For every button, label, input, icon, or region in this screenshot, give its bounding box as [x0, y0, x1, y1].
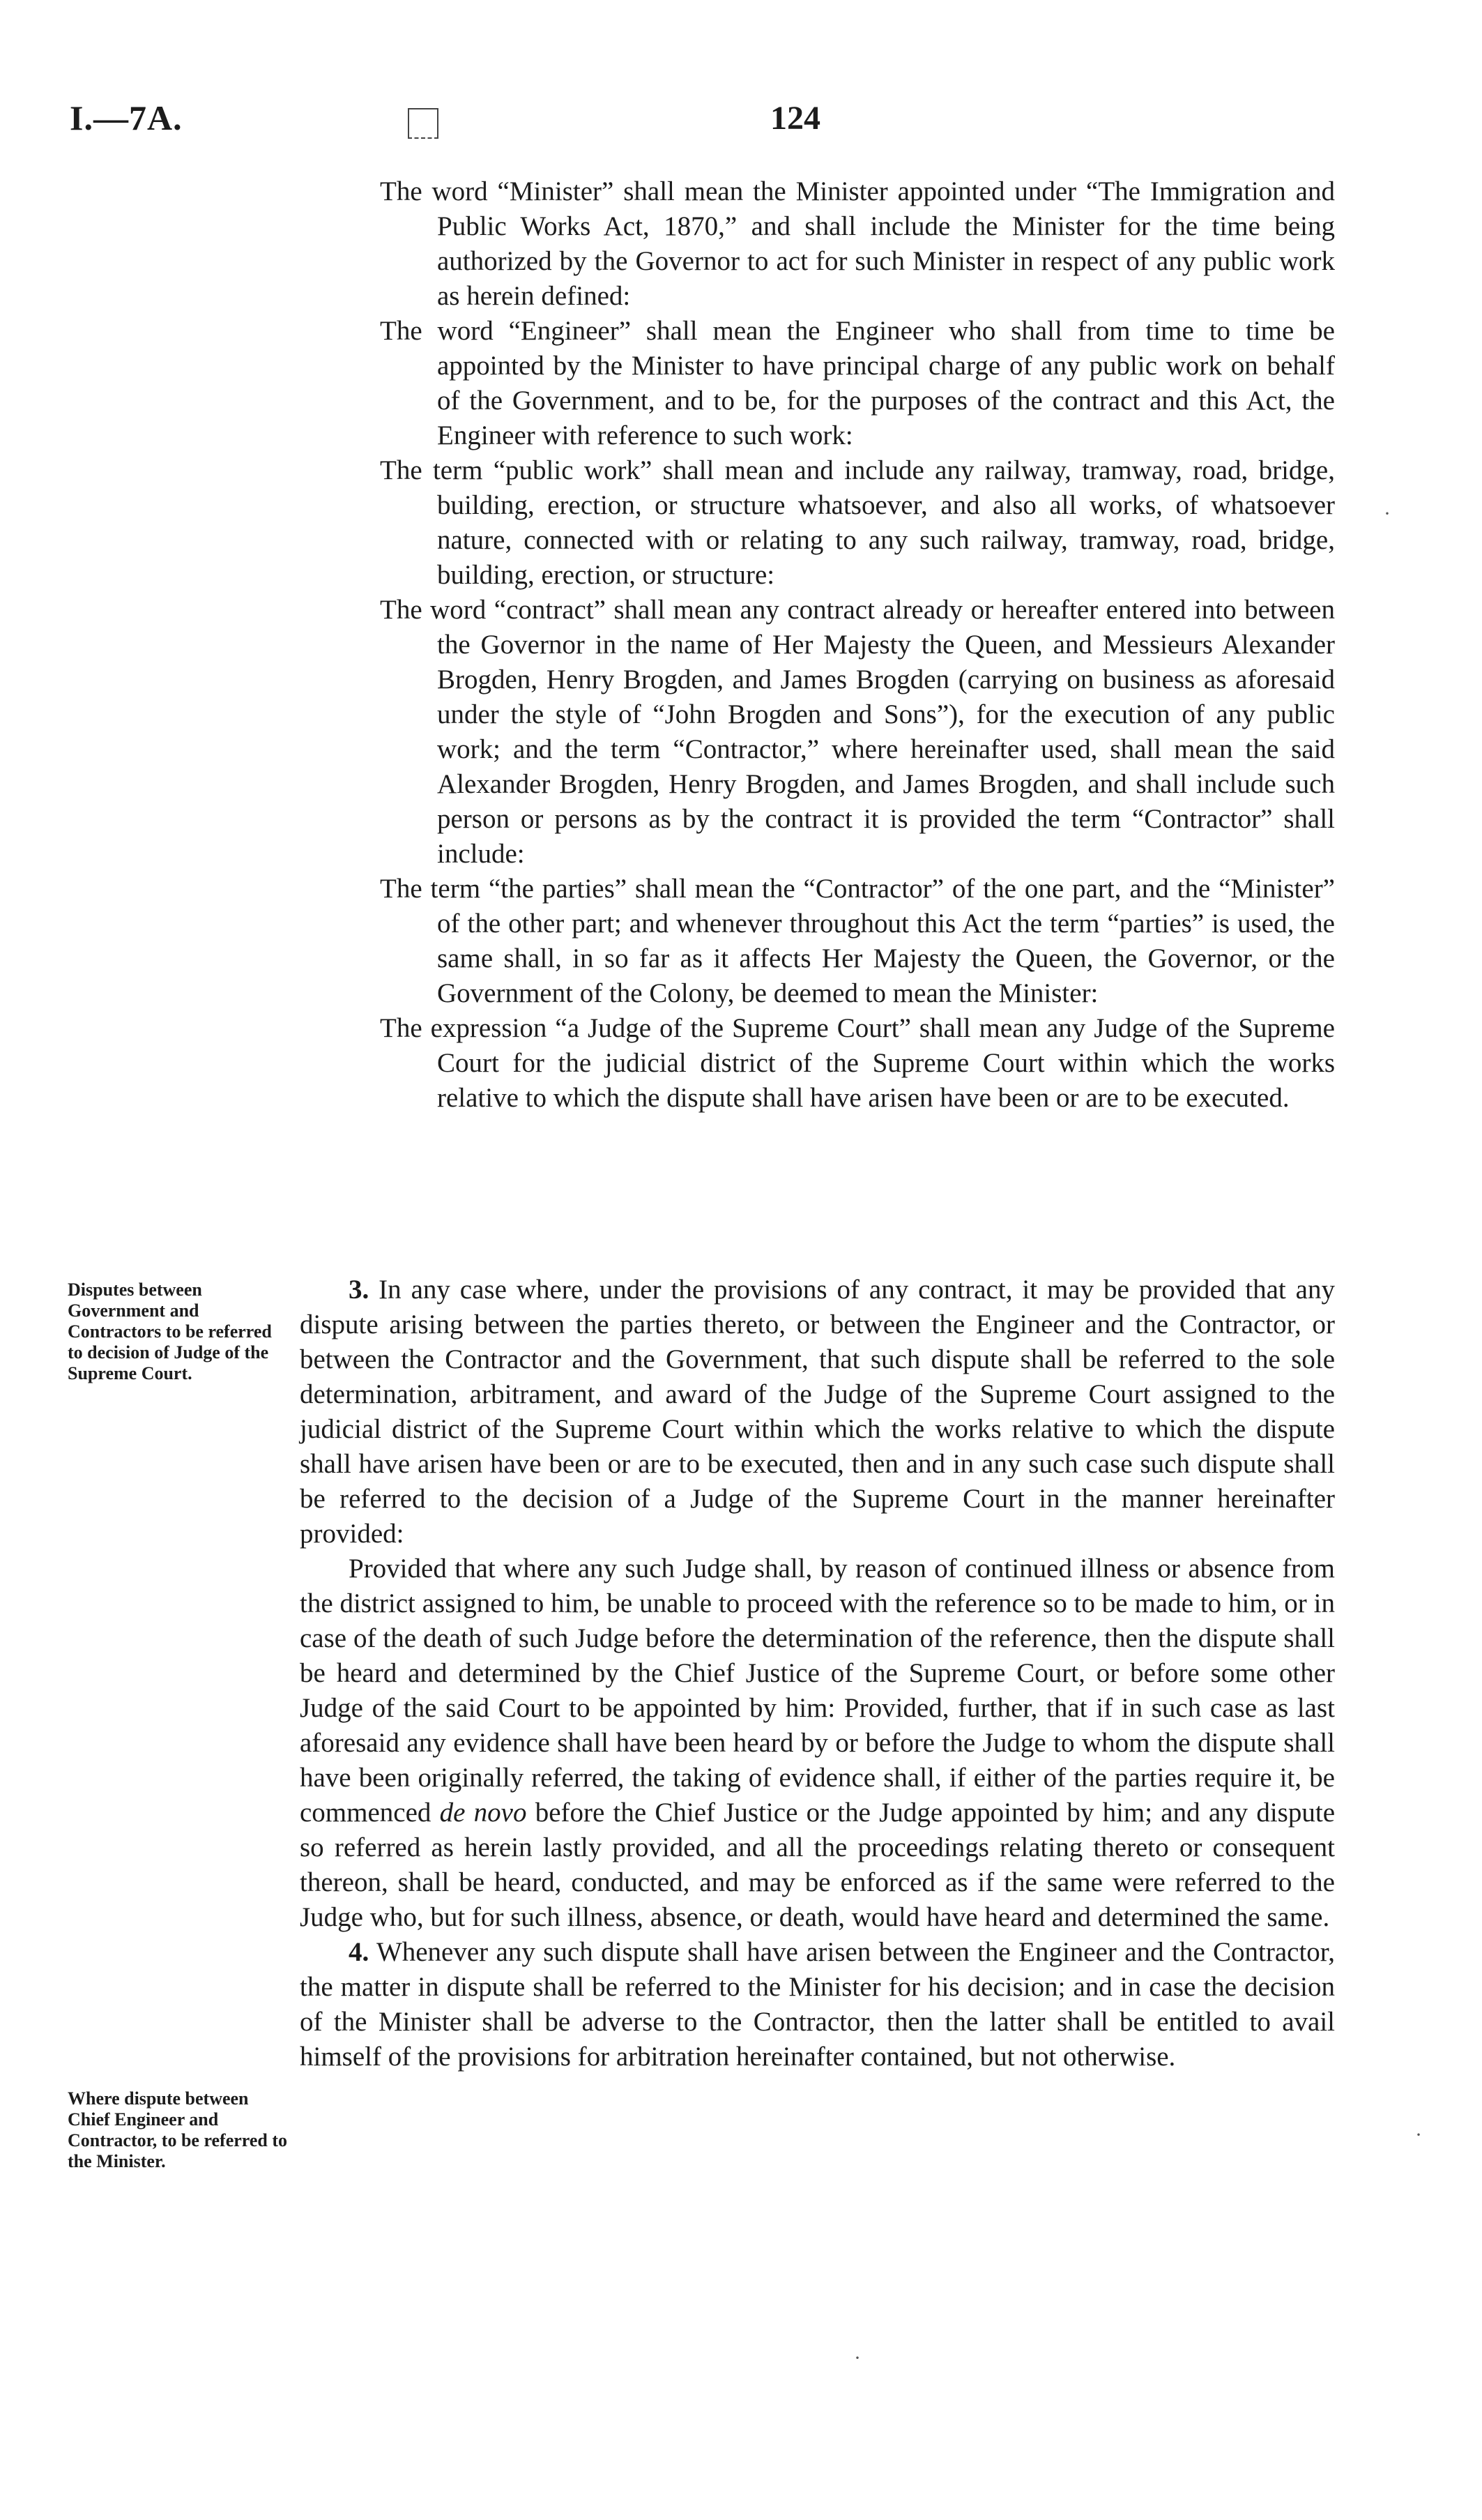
section-3-text: In any case where, under the provisions of any contract, it may be provided that any dispute arising between the parties thereto, or between the Engineer and the Contractor, or between the Contractor and the Government, that such dispute shall be referred to the sole determination, arbitrament, and award of the Judge of the Supreme Court assigned to the judicial district of the Supreme Court within which the works relative to which the dispute shall have arisen have been or are to be executed, then and in any such case such dispute shall be referred to the decision of a Judge of the Supreme Court in the manner hereinafter provided: [300, 1275, 1335, 1549]
sidenote-section-4: Where dispute between Chief Engineer and Contractor, to be referred to the Minister. [68, 2088, 288, 2171]
blank-box-mark [408, 108, 438, 139]
section-3-paragraph [300, 1273, 1335, 1551]
section-3-number: 3. [349, 1275, 369, 1305]
speck-mark: · [854, 2346, 861, 2369]
section-3-proviso [300, 1551, 1335, 1935]
proviso-latin-phrase: de novo [439, 1798, 527, 1828]
section-4-text: Whenever any such dispute shall have arisen between the Engineer and the Contractor, the matter in dispute shall be referred to the Minister for his decision; and in case the decision of the Minister shall be adverse to the Contractor, then the latter shall be entitled to avail himself of the provisions for arbitration hereinafter contained, but not otherwise. [300, 1937, 1335, 2072]
document-reference: I.—7A. [70, 98, 183, 137]
definitions-block [380, 174, 1335, 1116]
definition-parties: The term “the parties” shall mean the “Contractor” of the one part, and the “Minister” of the other part; and whenever throughout this Act the term “parties” is used, the same shall, in so far as it affects Her Majesty the Queen, the Governor, or the Government of the Colony, be deemed to mean the Minister: [380, 874, 1335, 1008]
section-4-paragraph [300, 1935, 1335, 2074]
section-4-number: 4. [349, 1937, 369, 1967]
proviso-text-after: before the Chief Justice or the Judge appointed by him; and any dispute so referred as herein lastly provided, and all the proceedings relating thereto or consequent thereon, shall be heard, conducted, and may be enforced as if the same were referred to the Judge who, but for such illness, absence, or death, would have heard and determined the same. [300, 1798, 1336, 1932]
proviso-text-before: Provided that where any such Judge shall, by reason of continued illness or absence from the district assigned to him, be unable to proceed with the reference so to be made to him, or in case of the death of such Judge before the determination of the reference, then the dispute shall be heard and determined by the Chief Justice of the Supreme Court, or before some other Judge of the said Court to be appointed by him: Provided, further, that if in such case as last aforesaid any evidence shall have been heard by or before the Judge to whom the dispute shall have been originally referred, the taking of evidence shall, if either of the parties require it, be commenced [300, 1554, 1335, 1828]
definition-public-work: The term “public work” shall mean and include any railway, tramway, road, bridge, building, erection, or structure whatsoever, and also all works, of whatsoever nature, connected with or relating to any such railway, tramway, road, bridge, building, erection, or structure: [380, 455, 1335, 590]
page-number: 124 [770, 100, 820, 137]
definition-engineer: The word “Engineer” shall mean the Engineer who shall from time to time be appointed by the Minister to have principal charge of any public work on behalf of the Government, and to be, for the purposes of the contract and this Act, the Engineer with reference to such work: [380, 316, 1335, 450]
definition-judge: The expression “a Judge of the Supreme Court” shall mean any Judge of the Supreme Court for the judicial district of the Supreme Court within which the works relative to which the dispute shall have arisen have been or are to be executed. [380, 1013, 1335, 1113]
speck-mark: · [1384, 502, 1391, 525]
sections-block [300, 1273, 1335, 2074]
speck-mark: · [1415, 2123, 1422, 2146]
definition-contract: The word “contract” shall mean any contract already or hereafter entered into between the Governor in the name of Her Majesty the Queen, and Messieurs Alexander Brogden, Henry Brogden, and James Brogden (carrying on business as aforesaid under the style of “John Brogden and Sons”), for the execution of any public work; and the term “Contractor,” where hereinafter used, shall mean the said Alexander Brogden, Henry Brogden, and James Brogden, and shall include such person or persons as by the contract it is provided the term “Contractor” shall include: [380, 595, 1335, 869]
sidenote-section-3: Disputes between Government and Contractors to be referred to decision of Judge of the Supreme Court. [68, 1280, 272, 1383]
definition-minister: The word “Minister” shall mean the Minister appointed under “The Immigration and Public Works Act, 1870,” and shall include the Minister for the time being authorized by the Governor to act for such Minister in respect of any public work as herein defined: [380, 176, 1335, 311]
